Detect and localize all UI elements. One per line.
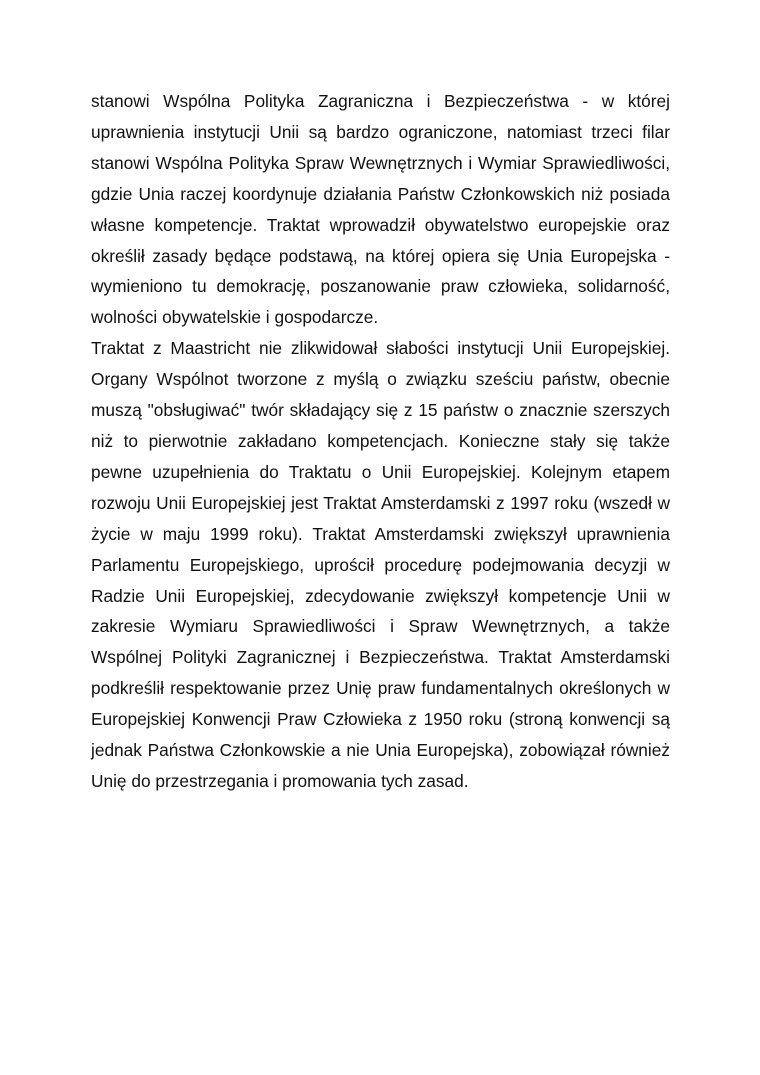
paragraph-2: Traktat z Maastricht nie zlikwidował słabości instytucji Unii Europejskiej. Organy Wspólnot tworzone z myślą o związku sześciu państw, obecnie muszą "obsługiwać" twór składający się z 15 państw o znacznie szerszych niż to pierwotnie zakładano kompetencjach. Konieczne stały się także pewne uzupełnienia do Traktatu o Unii Europejskiej. Kolejnym etapem rozwoju Unii Europejskiej jest Traktat Amsterdamski z 1997 roku (wszedł w życie w maju 1999 roku). Traktat Amsterdamski zwiększył uprawnienia Parlamentu Europejskiego, uprościł procedurę podejmowania decyzji w Radzie Unii Europejskiej, zdecydowanie zwiększył kompetencje Unii w zakresie Wymiaru Sprawiedliwości i Spraw Wewnętrznych, a także Wspólnej Polityki Zagranicznej i Bezpieczeństwa. Traktat Amsterdamski podkreślił respektowanie przez Unię praw fundamentalnych określonych w Europejskiej Konwencji Praw Człowieka z 1950 roku (stroną konwencji są jednak Państwa Członkowskie a nie Unia Europejska), zobowiązał również Unię do przestrzegania i promowania tych zasad. [91, 338, 670, 791]
document-page [91, 86, 670, 797]
paragraph-1: stanowi Wspólna Polityka Zagraniczna i Bezpieczeństwa - w której uprawnienia instytucji Unii są bardzo ograniczone, natomiast trzeci filar stanowi Wspólna Polityka Spraw Wewnętrznych i Wymiar Sprawiedliwości, gdzie Unia raczej koordynuje działania Państw Członkowskich niż posiada własne kompetencje. Traktat wprowadził obywatelstwo europejskie oraz określił zasady będące podstawą, na której opiera się Unia Europejska - wymieniono tu demokrację, poszanowanie praw człowieka, solidarność, wolności obywatelskie i gospodarcze. [91, 91, 670, 328]
